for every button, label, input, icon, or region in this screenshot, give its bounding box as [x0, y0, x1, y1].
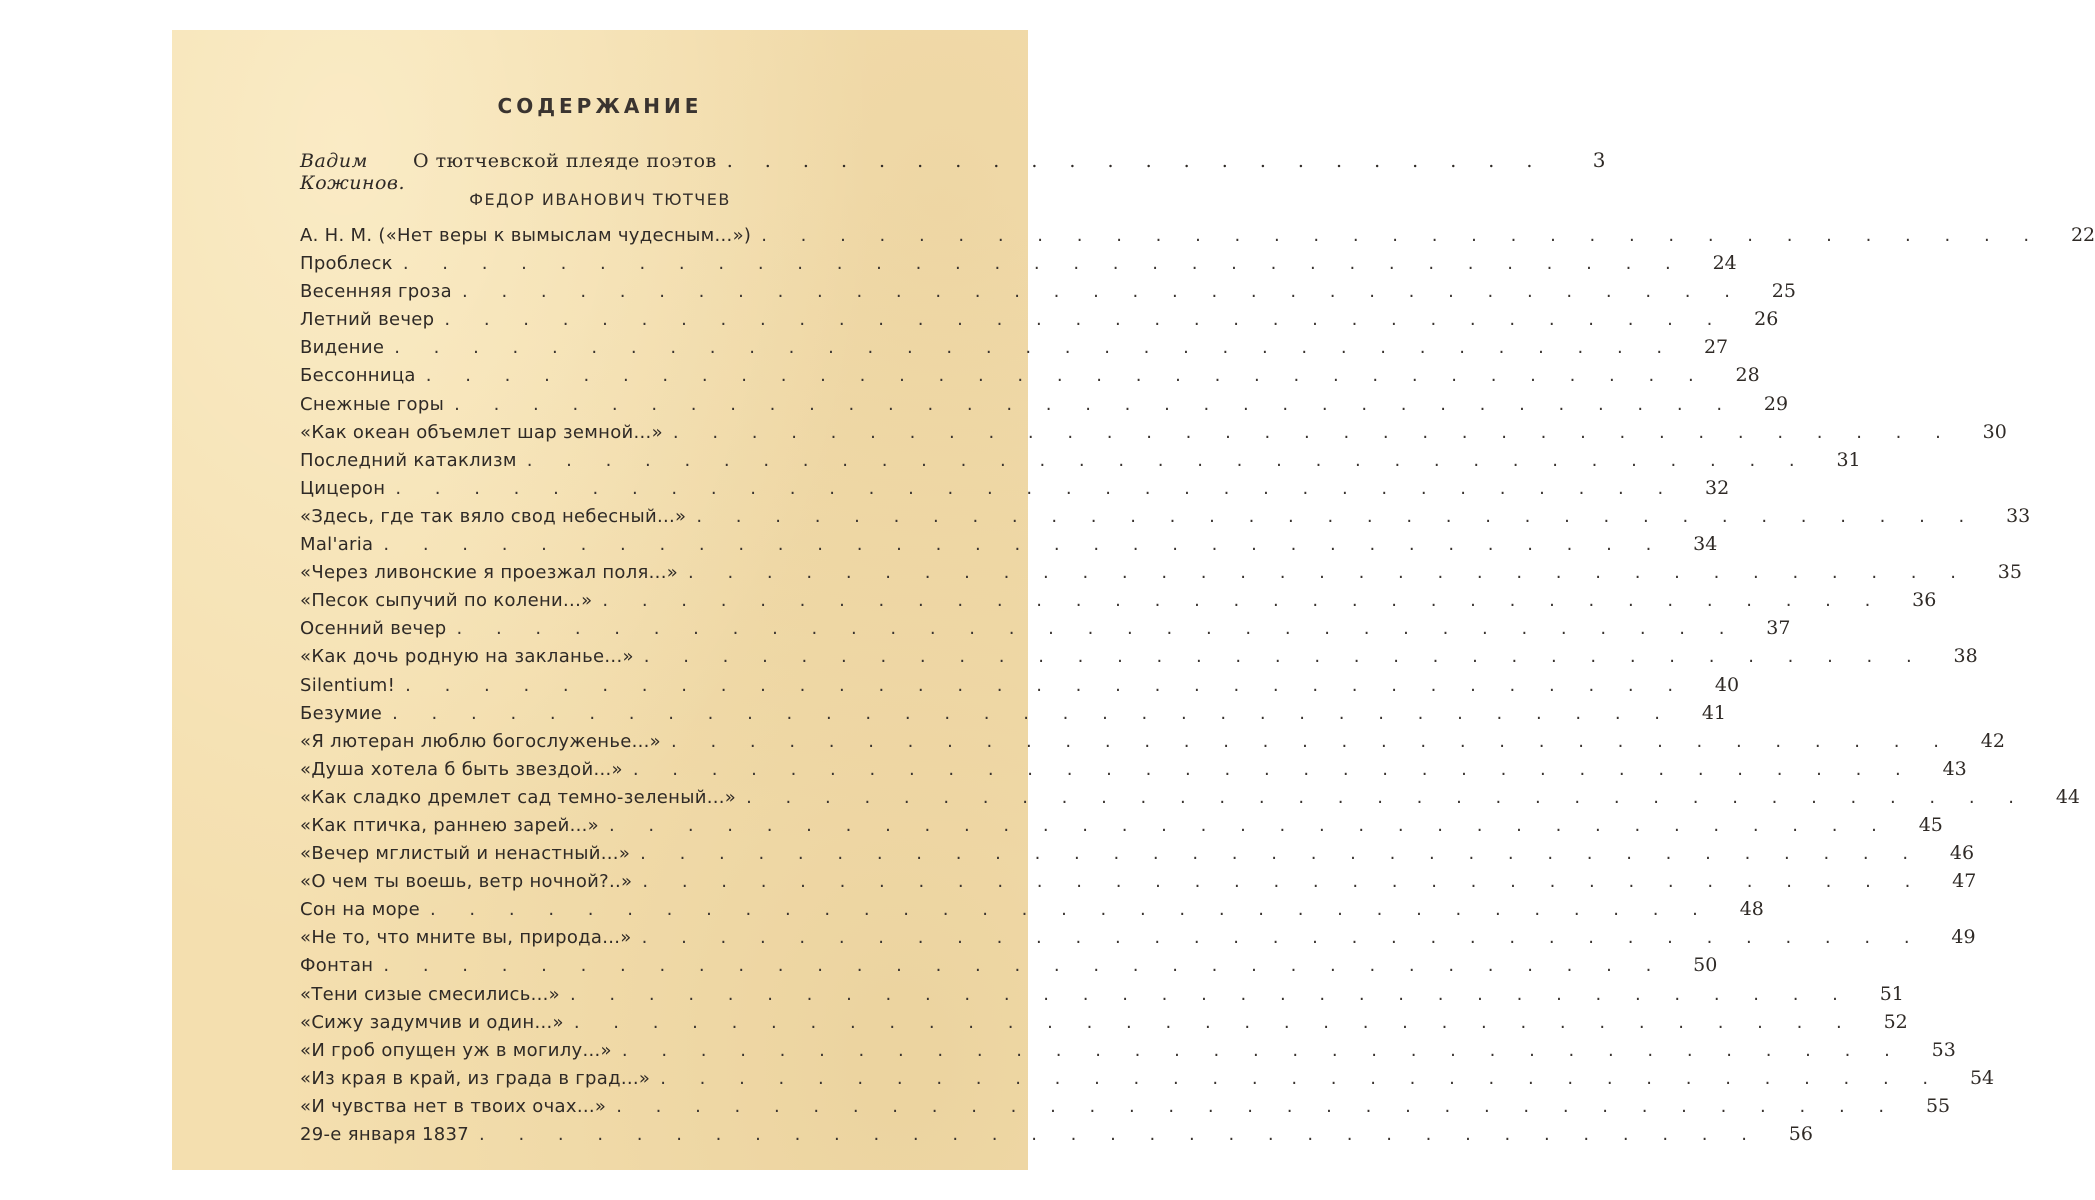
- toc-entry: [300, 561, 2022, 589]
- toc-entry: [300, 785, 2081, 814]
- dot-leader: . . . . . . . . . . . . . . . . . . . . . . . . . . . . . . . . .: [761, 225, 2044, 246]
- toc-entry: [300, 504, 2031, 533]
- dot-leader: . . . . . . . . . . . . . . . . . . . . . . . . . . . . . . . . .: [383, 534, 1666, 556]
- intro-page-number: 3: [1592, 148, 1606, 172]
- toc-entry: [300, 926, 1976, 954]
- dot-leader: . . . . . . . . . . . . . . . . . . . . . . . . . . . . . . . . .: [456, 618, 1739, 640]
- toc-entry-page-number: 49: [1951, 926, 1976, 949]
- toc-entry: [300, 448, 1861, 477]
- dot-leader: . . . . . . . . . . . . . . . . . . . . . . . . . . . . . . . . .: [479, 1124, 1761, 1145]
- toc-entry-page-number: 25: [1771, 280, 1796, 303]
- toc-entry-title: «Через ливонские я проезжал поля...»: [300, 562, 679, 584]
- toc-entry-page-number: 43: [1942, 757, 1967, 780]
- toc-entry-page-number: 48: [1739, 898, 1764, 921]
- toc-entry-page-number: 51: [1879, 982, 1904, 1005]
- toc-entry-title: «Из края в край, из града в град...»: [300, 1067, 651, 1089]
- toc-entry: [300, 898, 1764, 926]
- dot-leader: . . . . . . . . . . . . . . . . . . . . . . . . . . . . . . . . .: [671, 730, 1953, 752]
- dot-leader: . . . . . . . . . . . . . . . . . . . . . . . . . . . . . . . . .: [696, 505, 1979, 527]
- toc-entry: [300, 364, 1760, 392]
- intro-title: О тютчевской плеяде поэтов: [413, 150, 717, 172]
- dot-leader: . . . . . . . . . . . . . . . . . . . . . . . . . . . . . . . . .: [640, 843, 1923, 865]
- toc-entry-title: 29-е января 1837: [300, 1124, 470, 1145]
- toc-entry-page-number: 42: [1980, 729, 2005, 752]
- toc-entry-page-number: 47: [1952, 870, 1977, 893]
- toc-entry: [300, 757, 1967, 786]
- toc-entry-title: «И чувства нет в твоих очах...»: [300, 1095, 607, 1117]
- dot-leader: . . . . . . . . . . . . . . . . . . . . . . . . . . . . . . . . .: [395, 477, 1678, 499]
- dot-leader: . . . . . . . . . . . . . . . . . . . . . . . . . . . . . . . . .: [608, 814, 1891, 836]
- toc-entry-title: Сон на море: [300, 899, 420, 921]
- dot-leader: . . . . . . . . . . . . . . . . . . . . . .: [726, 150, 1546, 172]
- toc-entry: [300, 420, 2007, 449]
- toc-entry-title: Весенняя гроза: [300, 281, 453, 303]
- dot-leader: . . . . . . . . . . . . . . . . . . . . . . . . . . . . . . . . .: [642, 871, 1925, 893]
- toc-entry-title: «Я лютеран люблю богослуженье...»: [300, 730, 661, 752]
- toc-entry-page-number: 30: [1982, 420, 2007, 443]
- toc-entry-title: «Не то, что мните вы, природа...»: [300, 927, 632, 949]
- toc-entry-title: А. Н. М. («Нет веры к вымыслам чудесным...»): [300, 225, 752, 246]
- toc-entry-title: Безумие: [300, 702, 383, 724]
- toc-entry-title: Цицерон: [300, 477, 386, 499]
- dot-leader: . . . . . . . . . . . . . . . . . . . . . . . . . . . . . . . . .: [746, 786, 2029, 808]
- toc-entry: [300, 1094, 1951, 1123]
- dot-leader: . . . . . . . . . . . . . . . . . . . . . . . . . . . . . . . . .: [688, 562, 1970, 584]
- toc-entry: [300, 336, 1729, 364]
- dot-leader: . . . . . . . . . . . . . . . . . . . . . . . . . . . . . . . . .: [672, 421, 1955, 443]
- toc-entry-page-number: 35: [1997, 561, 2022, 584]
- toc-entry-page-number: 53: [1931, 1038, 1956, 1061]
- dot-leader: . . . . . . . . . . . . . . . . . . . . . . . . . . . . . . . . .: [641, 927, 1924, 949]
- toc-entry-page-number: 37: [1766, 617, 1791, 640]
- toc-entry-page-number: 40: [1714, 673, 1740, 696]
- toc-entry-page-number: 26: [1754, 308, 1779, 331]
- toc-entry-page-number: 55: [1925, 1094, 1951, 1117]
- toc-entry: [300, 1066, 1995, 1095]
- toc-entry-title: «Здесь, где так вяло свод небесный...»: [300, 505, 687, 527]
- toc-entry: [300, 673, 1740, 702]
- toc-entry: [300, 280, 1796, 308]
- toc-entry: [300, 870, 1977, 898]
- toc-entry: [300, 533, 1718, 561]
- toc-entry-page-number: 41: [1701, 701, 1727, 724]
- toc-entry-title: Mal'aria: [300, 534, 374, 556]
- dot-leader: . . . . . . . . . . . . . . . . . . . . . . . . . . . . . . . . .: [573, 1011, 1856, 1033]
- dot-leader: . . . . . . . . . . . . . . . . . . . . . . . . . . . . . . . . .: [402, 253, 1685, 275]
- toc-entry-page-number: 46: [1949, 842, 1975, 865]
- toc-entry-page-number: 44: [2055, 785, 2081, 808]
- book-page: [172, 30, 2095, 1170]
- toc-entry-page-number: 54: [1969, 1066, 1995, 1089]
- dot-leader: . . . . . . . . . . . . . . . . . . . . . . . . . . . . . . . . .: [392, 702, 1675, 724]
- dot-leader: . . . . . . . . . . . . . . . . . . . . . . . . . . . . . . . . .: [429, 899, 1712, 921]
- toc-entry: [300, 842, 1975, 870]
- toc-entry: [300, 645, 1978, 673]
- toc-entry: [300, 1123, 1813, 1151]
- toc-entry: [300, 729, 2005, 758]
- toc-entry-title: «Тени сизые смесились...»: [300, 983, 560, 1005]
- dot-leader: . . . . . . . . . . . . . . . . . . . . . . . . . . . . . . . . .: [602, 590, 1885, 612]
- toc-entry-title: Проблеск: [300, 253, 393, 275]
- toc-entry-page-number: 36: [1912, 589, 1937, 612]
- section-title: ФЕДОР ИВАНОВИЧ ТЮТЧЕВ: [469, 190, 731, 209]
- toc-entry: [300, 1010, 1908, 1039]
- toc-entry-page-number: 29: [1763, 392, 1789, 415]
- toc-entry: [300, 1038, 1956, 1067]
- toc-entry-page-number: 32: [1705, 476, 1730, 499]
- toc-entry-page-number: 56: [1788, 1123, 1813, 1145]
- toc-entry-title: «Сижу задумчив и один...»: [300, 1011, 564, 1033]
- toc-entry: [300, 982, 1904, 1011]
- dot-leader: . . . . . . . . . . . . . . . . . . . . . . . . . . . . . . . . .: [425, 365, 1708, 387]
- toc-entry: [300, 589, 1937, 617]
- dot-leader: . . . . . . . . . . . . . . . . . . . . . . . . . . . . . . . . .: [526, 449, 1809, 471]
- toc-entry-title: Осенний вечер: [300, 618, 447, 640]
- dot-leader: . . . . . . . . . . . . . . . . . . . . . . . . . . . . . . . . .: [454, 393, 1737, 415]
- toc-entry-title: Видение: [300, 337, 385, 359]
- dot-leader: . . . . . . . . . . . . . . . . . . . . . . . . . . . . . . . . .: [632, 758, 1915, 780]
- toc-entry: [300, 476, 1730, 505]
- toc-entry-page-number: 27: [1703, 336, 1729, 359]
- toc-entry-page-number: 24: [1712, 252, 1737, 275]
- toc-entry-title: «Душа хотела б быть звездой...»: [300, 758, 623, 780]
- toc-entry-title: Silentium!: [300, 674, 396, 696]
- toc-entry-title: Фонтан: [300, 955, 374, 977]
- toc-entry-title: Летний вечер: [300, 309, 435, 331]
- intro-entry: [300, 148, 1606, 194]
- toc-entry-page-number: 34: [1693, 533, 1718, 556]
- dot-leader: . . . . . . . . . . . . . . . . . . . . . . . . . . . . . . . . .: [643, 646, 1926, 668]
- toc-entry-title: Последний катаклизм: [300, 449, 517, 471]
- dot-leader: . . . . . . . . . . . . . . . . . . . . . . . . . . . . . . . . .: [621, 1039, 1904, 1061]
- dot-leader: . . . . . . . . . . . . . . . . . . . . . . . . . . . . . . . . .: [405, 674, 1688, 696]
- toc-entry: [300, 308, 1779, 336]
- toc-entry-title: Бессонница: [300, 365, 416, 387]
- toc-entry: [300, 617, 1791, 645]
- toc-entry: [300, 701, 1727, 730]
- toc-entry: [300, 954, 1718, 982]
- intro-author: Вадим Кожинов.: [300, 150, 406, 194]
- dot-leader: . . . . . . . . . . . . . . . . . . . . . . . . . . . . . . . . .: [660, 1067, 1943, 1089]
- toc-entry: [300, 224, 2095, 252]
- toc-entry-title: «Песок сыпучий по колени...»: [300, 590, 593, 612]
- toc-entry-page-number: 31: [1836, 448, 1861, 471]
- toc-entry-page-number: 50: [1693, 954, 1718, 977]
- dot-leader: . . . . . . . . . . . . . . . . . . . . . . . . . . . . . . . . .: [569, 983, 1852, 1005]
- toc-entry: [300, 392, 1789, 421]
- toc-entry-title: «Как океан объемлет шар земной...»: [300, 421, 663, 443]
- toc-entry-page-number: 52: [1883, 1010, 1908, 1033]
- toc-entry-title: «О чем ты воешь, ветр ночной?..»: [300, 871, 633, 893]
- dot-leader: . . . . . . . . . . . . . . . . . . . . . . . . . . . . . . . . .: [394, 337, 1677, 359]
- toc-entry-title: «И гроб опущен уж в могилу...»: [300, 1039, 612, 1061]
- dot-leader: . . . . . . . . . . . . . . . . . . . . . . . . . . . . . . . . .: [444, 309, 1727, 331]
- toc-list: [300, 224, 2095, 1151]
- dot-leader: . . . . . . . . . . . . . . . . . . . . . . . . . . . . . . . . .: [616, 1095, 1899, 1117]
- toc-entry-page-number: 22: [2070, 224, 2095, 246]
- toc-entry: [300, 813, 1943, 842]
- toc-entry-title: «Как птичка, раннею зарей...»: [300, 814, 599, 836]
- toc-entry-title: «Вечер мглистый и ненастный...»: [300, 843, 631, 865]
- toc-entry-page-number: 38: [1953, 645, 1978, 668]
- dot-leader: . . . . . . . . . . . . . . . . . . . . . . . . . . . . . . . . .: [462, 281, 1744, 303]
- toc-entry-page-number: 33: [2006, 504, 2031, 527]
- dot-leader: . . . . . . . . . . . . . . . . . . . . . . . . . . . . . . . . .: [383, 955, 1666, 977]
- toc-entry: [300, 252, 1737, 280]
- toc-entry-page-number: 45: [1918, 813, 1943, 836]
- toc-entry-title: «Как сладко дремлет сад темно-зеленый...»: [300, 786, 737, 808]
- page-heading: СОДЕРЖАНИЕ: [497, 94, 703, 118]
- toc-entry-title: «Как дочь родную на закланье...»: [300, 646, 634, 668]
- toc-entry-title: Снежные горы: [300, 393, 445, 415]
- toc-entry-page-number: 28: [1735, 364, 1760, 387]
